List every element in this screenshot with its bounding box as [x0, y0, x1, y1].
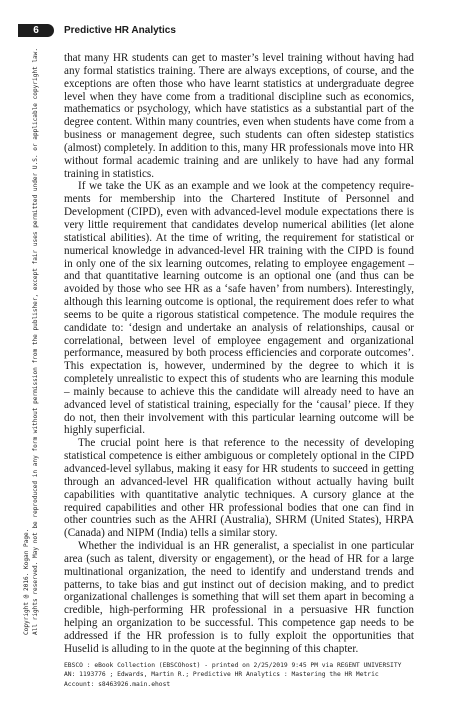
footer-line: Account: s8463926.main.ehost — [64, 680, 171, 688]
running-title: Predictive HR Analytics — [64, 25, 176, 36]
page-number: 6 — [18, 24, 54, 37]
paragraph: that many HR students can get to master’s level training without having had any formal statistics training. There are always exceptions, of course, and the exceptions are often those who have learnt statistics at undergraduate degree level when they have come from a traditional discipline such as economics, mathematics or psychology, which have statistics as a substantial part of the degree content. Within many countries, even when students have come from a business or management degree, such students can often sidestep statistics (almost) completely. In addition to this, many HR professionals move into HR without formal academic training and are unlikely to have had any formal training in statistics. — [64, 52, 414, 180]
paragraph: If we take the UK as an example and we look at the competency requirements for membership into the Chartered Institute of Personnel and Development (CIPD), even with advanced-level module expectations there is very little requirement that candidates develop numerical abilities (let alone statistical abilities). At the time of writing, the requirement for statistical or numerical knowledge in advanced-level HR training with the CIPD is found in only one of the six learning outcomes, relating to employee engagement – and that quantitative learning outcome is an optional one (and thus can be avoided by those who see HR as a ‘safe haven’ from numbers). Interestingly, although this learning outcome is optional, the requirement does refer to what seems to be quite a rigorous statistical competence. The module requires the candidate to: ‘design and undertake an analysis of relationships, causal or correlational, between level of employee engagement and organizational performance, measured by both process efficiencies and corporate outcomes’. This expectation is, however, undermined by the degree to which it is completely unrealistic to expect this of students who are learning this module – mainly because to achieve this the candidate will already need to have an advanced level of statistical training, especially for the ‘causal’ piece. If they do not, then their involvement with this particular learning outcome will be highly superficial. — [64, 180, 414, 437]
page-header — [18, 24, 176, 37]
ebsco-footer — [64, 661, 401, 689]
footer-line: AN: 1193776 ; Edwards, Martin R.; Predictive HR Analytics : Mastering the HR Metric — [64, 671, 379, 679]
copyright-notice — [22, 48, 40, 635]
paragraph: Whether the individual is an HR generalist, a specialist in one particular area (such as talent, diversity or engagement), or the head of HR for a large multinational organization, the need to identify and understand trends and patterns, to take bias and gut instinct out of decision making, and to predict organizational challenges is something that will set them apart in becoming a credible, high-performing HR professional in a persuasive HR function helping an organization to be successful. This competence gap needs to be addressed if the HR profession is to fully exploit the opportunities that Huselid is alluding to in the quote at the beginning of this chapter. — [64, 540, 414, 655]
copyright-line: Copyright @ 2016. Kogan Page. — [23, 528, 30, 635]
body-text — [64, 52, 414, 656]
rights-line: All rights reserved. May not be reproduced in any form without permission from the publisher, except fair uses permitted under U.S. or applicable copyright law. — [32, 48, 39, 635]
paragraph: The crucial point here is that reference to the necessity of developing statistical competence is either ambiguous or completely optional in the CIPD advanced-level syllabus, making it easy for HR students to succeed in getting through an advanced-level HR qualification without actually having built capabilities with quantitative analytic techniques. A cursory glance at the required capabilities and other HR professional bodies that one can find in other countries such as the AHRI (Australia), SHRM (United States), HRPA (Canada) and NIPM (India) tells a similar story. — [64, 437, 414, 540]
footer-line: EBSCO : eBook Collection (EBSCOhost) - printed on 2/25/2019 9:45 PM via REGENT UNIVERSITY — [64, 662, 402, 669]
